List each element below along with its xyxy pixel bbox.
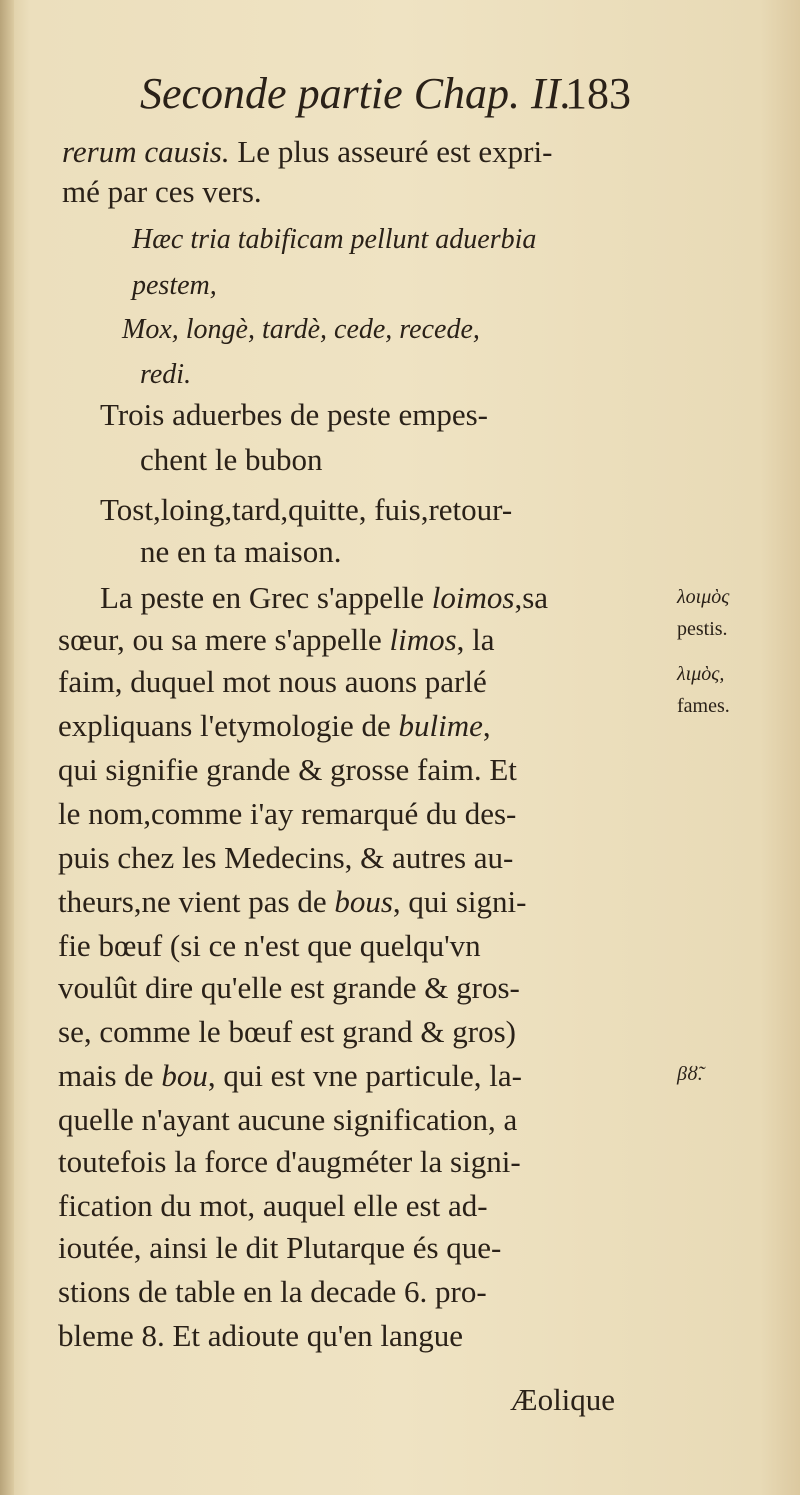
page-gutter bbox=[0, 0, 14, 1495]
line-text: Tost,loing,tard,quitte, fuis,retour- bbox=[100, 492, 513, 527]
line-text: Trois aduerbes de peste empes- bbox=[100, 397, 488, 432]
line-text: Mox, longè, tardè, cede, recede, bbox=[122, 314, 480, 345]
text-line bbox=[62, 172, 262, 212]
line-text: fication du mot, auquel elle est ad- bbox=[58, 1188, 488, 1223]
text-line bbox=[58, 794, 516, 834]
line-text: , la bbox=[456, 622, 495, 657]
line-text: theurs,ne vient pas de bbox=[58, 884, 335, 919]
text-line bbox=[132, 220, 536, 260]
text-line bbox=[132, 266, 217, 306]
line-text: ne en ta maison. bbox=[140, 534, 342, 569]
text-line bbox=[140, 440, 323, 480]
page-number: 183 bbox=[565, 69, 631, 118]
line-text: La peste en Grec s'appelle bbox=[100, 580, 432, 615]
text-line bbox=[58, 1142, 521, 1182]
line-text: sœur, ou sa mere s'appelle bbox=[58, 622, 390, 657]
running-header bbox=[140, 68, 660, 124]
line-text: , qui est vne particule, la- bbox=[207, 1058, 523, 1093]
line-text: pestem, bbox=[132, 270, 217, 301]
line-text: , bbox=[482, 708, 491, 743]
line-text: , qui signi- bbox=[392, 884, 527, 919]
line-text: faim, duquel mot nous auons parlé bbox=[58, 664, 487, 699]
catchword: Æolique bbox=[510, 1382, 616, 1417]
italic-word: bulime bbox=[398, 708, 483, 743]
line-text: ,sa bbox=[514, 580, 549, 615]
line-text: toutefois la force d'augméter la signi- bbox=[58, 1144, 521, 1179]
line-text: voulût dire qu'elle est grande & gros- bbox=[58, 970, 520, 1005]
text-line bbox=[140, 532, 341, 572]
text-line bbox=[62, 132, 552, 172]
text-line bbox=[58, 750, 517, 790]
line-text: chent le bubon bbox=[140, 442, 323, 477]
italic-word: rerum causis. bbox=[62, 134, 230, 169]
line-text: puis chez les Medecins, & autres au- bbox=[58, 840, 514, 875]
text-line bbox=[58, 882, 526, 922]
text-line bbox=[58, 1272, 487, 1312]
line-text: bleme 8. Et adioute qu'en langue bbox=[58, 1318, 464, 1353]
line-text: Le plus asseuré est expri- bbox=[229, 134, 553, 169]
text-line bbox=[58, 1056, 522, 1096]
running-title: Seconde partie Chap. II. bbox=[140, 69, 572, 118]
text-line bbox=[100, 395, 488, 435]
text-line bbox=[58, 1100, 517, 1140]
margin-note: pestis. bbox=[677, 618, 728, 640]
italic-word: bous bbox=[334, 884, 393, 919]
text-line bbox=[100, 578, 548, 618]
margin-note: λιμὸς, bbox=[677, 663, 725, 685]
line-text: le nom,comme i'ay remarqué du des- bbox=[58, 796, 517, 831]
line-text: quelle n'ayant aucune signification, a bbox=[58, 1102, 518, 1137]
line-text: fie bœuf (si ce n'est que quelqu'vn bbox=[58, 928, 481, 963]
text-line bbox=[58, 926, 481, 966]
line-text: mais de bbox=[58, 1058, 162, 1093]
line-text: mé par ces vers. bbox=[62, 174, 262, 209]
line-text: qui signifie grande & grosse faim. Et bbox=[58, 752, 517, 787]
text-line bbox=[100, 490, 512, 530]
margin-note: fames. bbox=[677, 695, 730, 717]
text-line bbox=[58, 1316, 463, 1356]
text-line bbox=[58, 706, 491, 746]
line-text: stions de table en la decade 6. pro- bbox=[58, 1274, 487, 1309]
line-text: expliquans l'etymologie de bbox=[58, 708, 399, 743]
text-line bbox=[58, 620, 495, 660]
text-line bbox=[122, 310, 480, 350]
text-line bbox=[58, 1228, 501, 1268]
text-line bbox=[58, 838, 513, 878]
line-text: Hæc tria tabificam pellunt aduerbia bbox=[132, 224, 537, 255]
italic-word: loimos bbox=[431, 580, 515, 615]
italic-word: bou bbox=[161, 1058, 208, 1093]
line-text: redi. bbox=[140, 359, 192, 390]
margin-note: βȣ̃. bbox=[677, 1063, 703, 1085]
text-line bbox=[58, 968, 520, 1008]
text-line bbox=[140, 355, 191, 395]
text-line bbox=[58, 1186, 488, 1226]
line-text: ioutée, ainsi le dit Plutarque és que- bbox=[58, 1230, 502, 1265]
text-line bbox=[58, 662, 487, 702]
line-text: se, comme le bœuf est grand & gros) bbox=[58, 1014, 516, 1049]
text-line bbox=[58, 1012, 516, 1052]
italic-word: limos bbox=[389, 622, 457, 657]
margin-note: λοιμὸς bbox=[677, 586, 730, 608]
